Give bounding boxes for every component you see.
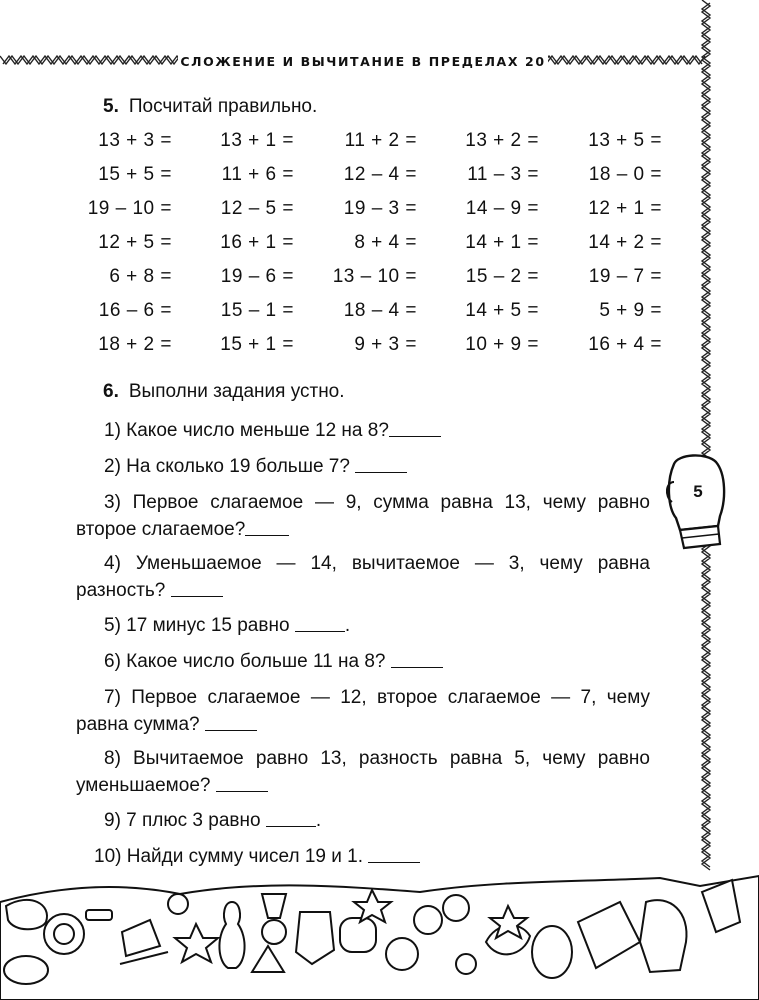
- example-r1-c1: 13 + 3 =: [98, 130, 172, 151]
- page-number: 5: [693, 482, 703, 501]
- example-r4-c3: 8 + 4 =: [354, 232, 417, 253]
- task-8-answer-blank[interactable]: [216, 775, 268, 792]
- task-3-text: 3) Первое слагаемое — 9, сумма равна 13, чему равно второе слагаемое?: [76, 492, 650, 540]
- exercise-5-number: 5.: [103, 96, 119, 117]
- rosette-icon: [386, 938, 418, 970]
- example-r5-c1: 6 + 8 =: [109, 266, 172, 287]
- task-1-answer-blank[interactable]: [389, 420, 441, 437]
- medal-disc: [262, 920, 286, 944]
- task-9-tail: .: [315, 810, 322, 831]
- example-r3-c2: 12 – 5 =: [220, 198, 294, 219]
- dumbbell-icon: [86, 910, 112, 920]
- task-4: [76, 550, 650, 604]
- task-4-answer-blank[interactable]: [171, 580, 223, 597]
- example-r2-c4: 11 – 3 =: [467, 164, 539, 185]
- example-r6-c2: 15 – 1 =: [220, 300, 294, 321]
- example-r2-c5: 18 – 0 =: [588, 164, 662, 185]
- example-r3-c3: 19 – 3 =: [343, 198, 417, 219]
- example-r6-c3: 18 – 4 =: [343, 300, 417, 321]
- task-2-text: 2) На сколько 19 больше 7?: [104, 456, 350, 477]
- example-r4-c2: 16 + 1 =: [220, 232, 294, 253]
- example-r6-c4: 14 + 5 =: [465, 300, 539, 321]
- exercise-6-title: Выполни задания устно.: [128, 381, 345, 402]
- task-4-text: 4) Уменьшаемое — 14, вычитаемое — 3, чему равна разность?: [76, 553, 650, 601]
- example-r3-c4: 14 – 9 =: [465, 198, 539, 219]
- example-r7-c4: 10 + 9 =: [465, 334, 539, 355]
- example-r6-c1: 16 – 6 =: [98, 300, 172, 321]
- task-3: [76, 489, 650, 543]
- target-inner: [54, 924, 74, 944]
- exercise-5-title: Посчитай правильно.: [128, 96, 318, 117]
- ball-icon-2: [414, 906, 442, 934]
- rugby-ball-icon: [532, 926, 572, 978]
- example-r4-c1: 12 + 5 =: [98, 232, 172, 253]
- exercise-6-heading: [103, 381, 345, 403]
- example-r5-c4: 15 – 2 =: [465, 266, 539, 287]
- task-9-text: 9) 7 плюс 3 равно: [104, 810, 261, 831]
- example-r6-c5: 5 + 9 =: [599, 300, 662, 321]
- task-5: [76, 612, 650, 639]
- page-header: СЛОЖЕНИЕ И ВЫЧИТАНИЕ В ПРЕДЕЛАХ 20: [178, 51, 548, 73]
- example-r5-c3: 13 – 10 =: [332, 266, 417, 287]
- bowling-pin-icon: [219, 902, 244, 968]
- task-10-text: 10) Найди сумму чисел 19 и 1.: [94, 846, 363, 867]
- example-r1-c2: 13 + 1 =: [220, 130, 294, 151]
- task-2: [76, 453, 650, 480]
- task-5-answer-blank[interactable]: [295, 615, 345, 632]
- exercise-6-number: 6.: [103, 381, 119, 402]
- task-7-answer-blank[interactable]: [205, 714, 257, 731]
- boxing-glove-page-badge: [660, 452, 730, 550]
- task-7-text: 7) Первое слагаемое — 12, второе слагаемое — 7, чему равна сумма?: [76, 687, 650, 735]
- task-9: [76, 807, 650, 834]
- example-r2-c3: 12 – 4 =: [343, 164, 417, 185]
- task-8-text: 8) Вычитаемое равно 13, разность равна 5, чему равно уменьшаемое?: [76, 748, 650, 796]
- glove-icon-footer: [640, 900, 687, 972]
- example-r7-c2: 15 + 1 =: [220, 334, 294, 355]
- example-r5-c2: 19 – 6 =: [220, 266, 294, 287]
- task-6-answer-blank[interactable]: [391, 651, 443, 668]
- stopwatch-icon: [443, 895, 469, 921]
- example-r1-c4: 13 + 2 =: [465, 130, 539, 151]
- task-6: [76, 648, 650, 675]
- task-7: [76, 684, 650, 738]
- task-1-text: 1) Какое число меньше 12 на 8?: [104, 420, 389, 441]
- ball-icon-1: [168, 894, 188, 914]
- task-2-answer-blank[interactable]: [355, 456, 407, 473]
- ball-icon-3: [456, 954, 476, 974]
- task-6-text: 6) Какое число больше 11 на 8?: [104, 651, 386, 672]
- sports-decor-footer: [0, 872, 759, 1000]
- task-10: [76, 843, 650, 870]
- task-5-text: 5) 17 минус 15 равно: [104, 615, 290, 636]
- task-3-answer-blank[interactable]: [245, 519, 289, 536]
- example-r7-c1: 18 + 2 =: [98, 334, 172, 355]
- task-9-answer-blank[interactable]: [266, 810, 316, 827]
- exercise-5-heading: [103, 96, 317, 118]
- whistle-icon: [6, 900, 47, 929]
- task-1: [76, 417, 650, 444]
- example-r1-c3: 11 + 2 =: [344, 130, 417, 151]
- kettlebell-icon: [340, 918, 376, 952]
- disc-icon: [4, 956, 48, 984]
- example-r4-c5: 14 + 2 =: [588, 232, 662, 253]
- example-r5-c5: 19 – 7 =: [588, 266, 662, 287]
- example-r1-c5: 13 + 5 =: [588, 130, 662, 151]
- example-r7-c5: 16 + 4 =: [588, 334, 662, 355]
- example-r2-c2: 11 + 6 =: [221, 164, 294, 185]
- task-10-answer-blank[interactable]: [368, 846, 420, 863]
- task-8: [76, 745, 650, 799]
- example-r2-c1: 15 + 5 =: [98, 164, 172, 185]
- example-r7-c3: 9 + 3 =: [354, 334, 417, 355]
- task-5-tail: .: [344, 615, 351, 636]
- example-r4-c4: 14 + 1 =: [465, 232, 539, 253]
- example-r3-c1: 19 – 10 =: [87, 198, 172, 219]
- example-r3-c5: 12 + 1 =: [588, 198, 662, 219]
